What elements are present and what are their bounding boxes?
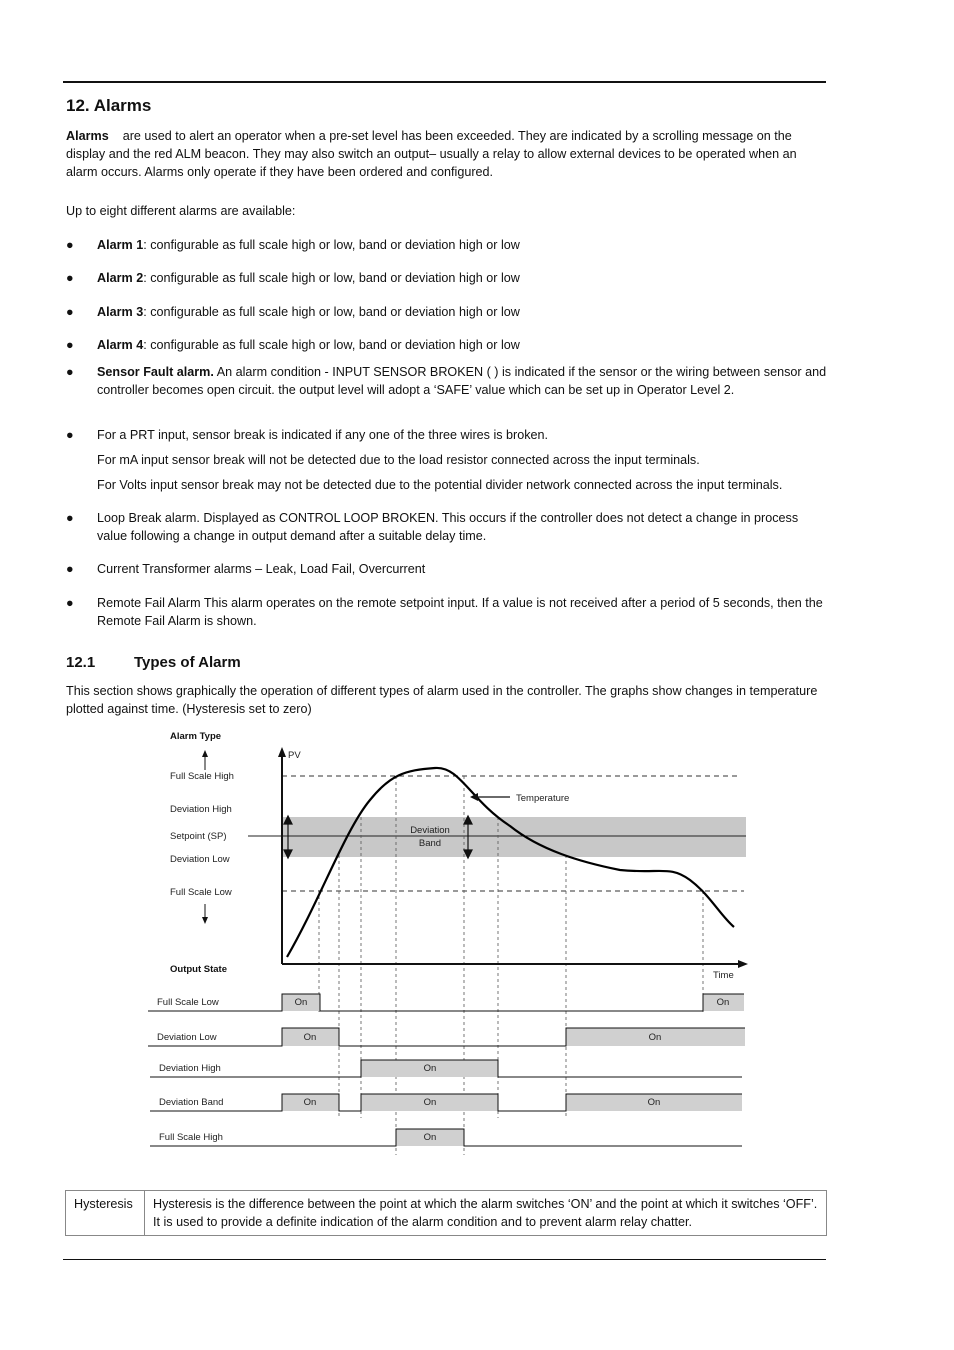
row-label: Deviation Band xyxy=(159,1097,224,1108)
section-title: 12. Alarms xyxy=(66,96,152,115)
output-row-deviation-high xyxy=(150,1060,742,1077)
bullet-bold: Alarm 1 xyxy=(97,238,144,252)
on-label: On xyxy=(303,1032,317,1043)
on-label: On xyxy=(303,1097,317,1108)
pv-label: PV xyxy=(288,750,301,761)
bullet-text: : configurable as full scale high or low, band or deviation high or low xyxy=(143,238,520,252)
on-label: On xyxy=(294,997,308,1008)
output-row-full-scale-high xyxy=(150,1129,742,1146)
row-label: Deviation Low xyxy=(157,1032,217,1043)
deviation-band-label-1: Deviation xyxy=(410,825,450,836)
bullet-bold: Alarm 4 xyxy=(97,338,144,352)
time-label: Time xyxy=(713,970,734,981)
bullet-text: Remote Fail Alarm This alarm operates on the remote setpoint input. If a value is not received after a period of 5 seconds, then the Remote Fail Alarm is shown. xyxy=(97,596,823,628)
bullet-dot: ● xyxy=(66,338,74,352)
bullet-text: Loop Break alarm. Displayed as CONTROL LOOP BROKEN. This occurs if the controller does not detect a change in process value following a change in output demand after a suitable delay time. xyxy=(97,511,799,543)
on-label: On xyxy=(716,997,730,1008)
bullet-dot: ● xyxy=(66,238,74,252)
bullet-dot: ● xyxy=(66,596,74,610)
bullet-text: : configurable as full scale high or low, band or deviation high or low xyxy=(143,338,520,352)
level-deviation-high: Deviation High xyxy=(170,804,232,815)
on-label: On xyxy=(648,1032,662,1043)
level-full-scale-high: Full Scale High xyxy=(170,771,234,782)
bullet-dot: ● xyxy=(66,271,74,285)
bullet-text: An alarm condition - INPUT SENSOR BROKEN ( ) is indicated if the sensor or the wiring between sensor and controller becomes open circuit. the output level will adopt a ‘SAFE’ value which can be set up in Operator Level 2. xyxy=(97,365,827,397)
state-trace xyxy=(148,994,744,1011)
alarm-count-line: Up to eight different alarms are available: xyxy=(66,204,296,218)
bullet-bold: Alarm 2 xyxy=(97,271,144,285)
on-label: On xyxy=(423,1132,437,1143)
bullet-dot: ● xyxy=(66,562,74,576)
alarm-type-up-arrow-head xyxy=(202,750,208,757)
bullet-bold: Sensor Fault alarm. xyxy=(97,365,214,379)
bottom-rule xyxy=(63,1259,826,1260)
bullet-bold: Alarm 3 xyxy=(97,305,144,319)
deviation-band-label-2: Band xyxy=(418,838,442,849)
row-label: Deviation High xyxy=(159,1063,221,1074)
temperature-curve xyxy=(287,768,734,957)
temperature-label: Temperature xyxy=(516,793,570,804)
intro-text: are used to alert an operator when a pre-set level has been exceeded. They are indicated by a scrolling message on the display and the red ALM beacon. They may also switch an output– usually a relay to allow external devices to be operated when an alarm occurs. Alarms only operate if they have been ordered and configured. xyxy=(66,129,797,179)
time-axis-arrow xyxy=(738,960,748,968)
on-label: On xyxy=(423,1097,437,1108)
hysteresis-definition: Hysteresis is the difference between the point at which the alarm switches ‘ON’ and the point at which it switches ‘OFF’. It is used to provide a definite indication of the alarm condition and to prevent alarm relay chatter. xyxy=(145,1191,827,1236)
bullet-text: Current Transformer alarms – Leak, Load Fail, Overcurrent xyxy=(97,562,426,576)
subsection-text: This section shows graphically the operation of different types of alarm used in the controller. The graphs show changes in temperature plotted against time. (Hysteresis set to zero) xyxy=(66,684,818,716)
hysteresis-term: Hysteresis xyxy=(66,1191,145,1236)
output-row-full-scale-low xyxy=(148,994,744,1011)
subsection-heading: Types of Alarm xyxy=(134,654,241,671)
bullet-dot: ● xyxy=(66,511,74,525)
level-full-scale-low: Full Scale Low xyxy=(170,887,232,898)
note-volts-input: For Volts input sensor break may not be detected due to the potential divider network connected across the input terminals. xyxy=(97,478,783,492)
row-label: Full Scale Low xyxy=(157,997,219,1008)
table-row xyxy=(66,1191,827,1236)
level-setpoint: Setpoint (SP) xyxy=(170,831,227,842)
level-deviation-low: Deviation Low xyxy=(170,854,230,865)
bullet-dot: ● xyxy=(66,365,74,379)
intro-bold: Alarms xyxy=(66,129,109,143)
output-row-deviation-low xyxy=(148,1028,745,1046)
on-label: On xyxy=(647,1097,661,1108)
note-ma-input: For mA input sensor break will not be detected due to the load resistor connected across the input terminals. xyxy=(97,453,700,467)
output-row-deviation-band xyxy=(150,1094,742,1111)
deviation-band-area xyxy=(282,817,746,857)
bullet-text: For a PRT input, sensor break is indicated if any one of the three wires is broken. xyxy=(97,428,549,442)
alarm-type-label: Alarm Type xyxy=(170,731,222,742)
bullet-text: : configurable as full scale high or low, band or deviation high or low xyxy=(143,271,520,285)
row-label: Full Scale High xyxy=(159,1132,223,1143)
bullet-dot: ● xyxy=(66,305,74,319)
pv-axis-arrow xyxy=(278,747,286,757)
alarm-type-down-arrow-head xyxy=(202,917,208,924)
on-label: On xyxy=(423,1063,437,1074)
subsection-number: 12.1 xyxy=(66,654,96,671)
hysteresis-table xyxy=(65,1190,827,1236)
output-state-label: Output State xyxy=(170,964,227,975)
bullet-text: : configurable as full scale high or low, band or deviation high or low xyxy=(143,305,520,319)
bullet-dot: ● xyxy=(66,428,74,442)
